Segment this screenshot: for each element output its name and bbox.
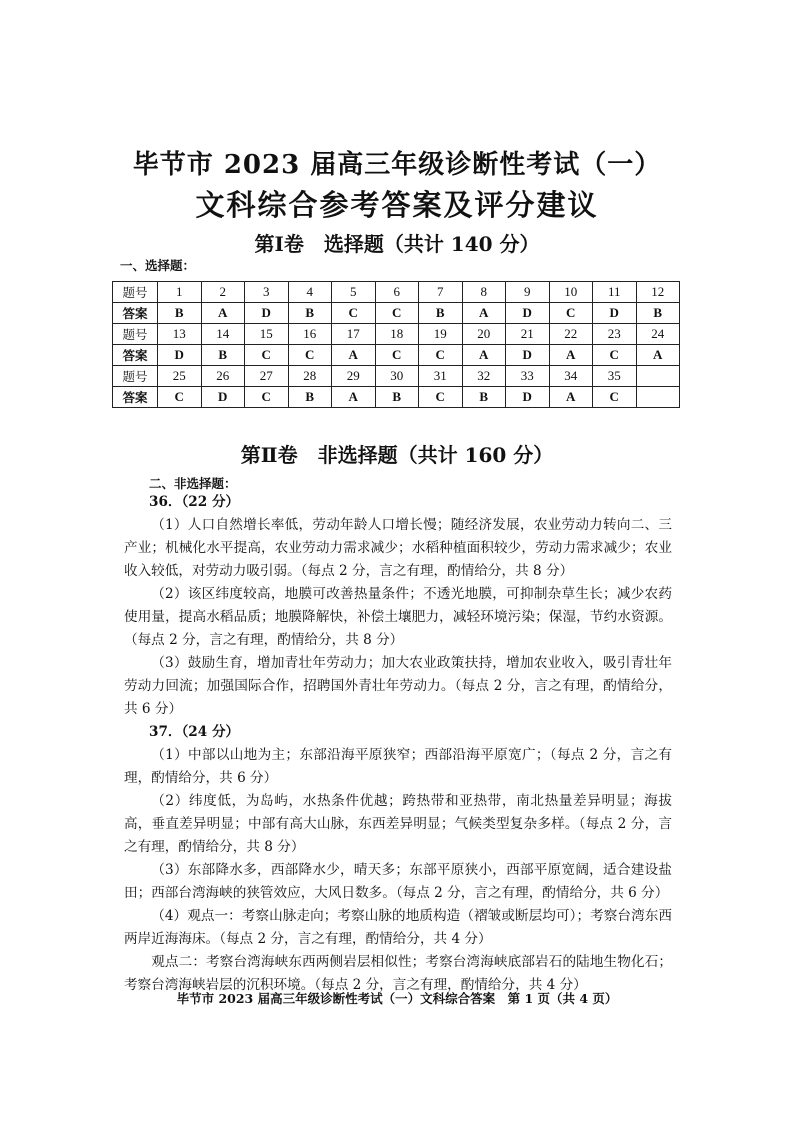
answer-cell: B	[419, 303, 463, 324]
answer-cell: B	[201, 345, 245, 366]
section2-label: 二、非选择题：	[149, 476, 237, 491]
q37-answer-4-alt: 观点二：考察台湾海峡东西两侧岩层相似性；考察台湾海峡底部岩石的陆地生物化石；考察台湾海峡岩层的沉积环境。（每点 2 分，言之有理，酌情给分，共 4 分）	[124, 954, 672, 993]
question-number-cell: 5	[332, 282, 376, 303]
question-number-cell: 32	[462, 366, 506, 387]
question-number-cell: 16	[288, 324, 332, 345]
q37-answer-3: （3）东部降水多，西部降水少，晴天多；东部平原狭小，西部平原宽阔，适合建设盐田；西部台湾海峡的狭管效应，大风日数多。（每点 2 分，言之有理，酌情给分，共 6 分）	[124, 862, 672, 901]
question-number-cell: 22	[549, 324, 593, 345]
document-title: 文科综合参考答案及评分建议	[195, 188, 599, 222]
question-number-cell: 19	[419, 324, 463, 345]
answer-cell	[636, 387, 680, 408]
answer-cell: A	[332, 345, 376, 366]
answer-cell: A	[462, 303, 506, 324]
question-number-cell	[636, 366, 680, 387]
answer-cell: B	[462, 387, 506, 408]
question-row-label: 题号	[113, 324, 158, 345]
question-number-cell: 7	[419, 282, 463, 303]
answer-cell: A	[549, 345, 593, 366]
question-number-cell: 27	[245, 366, 289, 387]
question-number-cell: 4	[288, 282, 332, 303]
question-number-cell: 28	[288, 366, 332, 387]
answer-cell: C	[158, 387, 202, 408]
answer-cell: C	[593, 387, 637, 408]
answer-row	[113, 303, 680, 324]
question-number-cell: 29	[332, 366, 376, 387]
question-36-block	[124, 491, 672, 997]
q36-answer-1: （1）人口自然增长率低，劳动年龄人口增长慢；随经济发展，农业劳动力转向二、三产业；机械化水平提高，农业劳动力需求减少；水稻种植面积较少，劳动力需求减少；农业收入较低，对劳动力吸引弱。（每点 2 分，言之有理，酌情给分，共 8 分）	[124, 517, 672, 579]
answer-cell: D	[201, 387, 245, 408]
question-number-cell: 9	[506, 282, 550, 303]
exam-title: 毕节市 2023 届高三年级诊断性考试（一）	[132, 150, 662, 180]
question-number-cell: 35	[593, 366, 637, 387]
answer-cell: A	[332, 387, 376, 408]
answer-cell: C	[593, 345, 637, 366]
page-footer: 毕节市 2023 届高三年级诊断性考试（一）文科综合答案 第 1 页（共 4 页）	[176, 991, 618, 1006]
answer-cell: C	[419, 345, 463, 366]
question-number-cell: 21	[506, 324, 550, 345]
answer-cell: D	[245, 303, 289, 324]
question-number-row	[113, 366, 680, 387]
question-number-cell: 24	[636, 324, 680, 345]
answer-cell: B	[375, 387, 419, 408]
answer-cell: B	[288, 387, 332, 408]
question-row-label: 题号	[113, 282, 158, 303]
question-number-cell: 15	[245, 324, 289, 345]
answer-row-label: 答案	[113, 303, 158, 324]
q37-answer-4: （4）观点一：考察山脉走向；考察山脉的地质构造（褶皱或断层均可）；考察台湾东西两岸近海海床。（每点 2 分，言之有理，酌情给分，共 4 分）	[124, 908, 672, 947]
question-number-cell: 25	[158, 366, 202, 387]
answer-cell: C	[419, 387, 463, 408]
answer-cell: C	[549, 303, 593, 324]
answer-cell: B	[636, 303, 680, 324]
question-number-cell: 23	[593, 324, 637, 345]
question-number-cell: 14	[201, 324, 245, 345]
q37-answer-2: （2）纬度低，为岛屿，水热条件优越；跨热带和亚热带，南北热量差异明显；海拔高，垂直差异明显；中部有高大山脉，东西差异明显；气候类型复杂多样。（每点 2 分，言之有理，酌情给分，共 8 分）	[124, 793, 672, 855]
question-number-cell: 13	[158, 324, 202, 345]
answer-cell: D	[506, 303, 550, 324]
answer-cell: C	[245, 345, 289, 366]
q36-answer-3: （3）鼓励生育，增加青壮年劳动力；加大农业政策扶持，增加农业收入，吸引青壮年劳动力回流；加强国际合作，招聘国外青壮年劳动力。（每点 2 分，言之有理，酌情给分，共 6 分）	[124, 655, 672, 717]
answer-row-label: 答案	[113, 345, 158, 366]
question-row-label: 题号	[113, 366, 158, 387]
question-37-heading: 37．（24 分）	[149, 724, 240, 740]
question-number-cell: 8	[462, 282, 506, 303]
question-number-row	[113, 324, 680, 345]
question-number-cell: 17	[332, 324, 376, 345]
q37-answer-1: （1）中部以山地为主；东部沿海平原狭窄；西部沿海平原宽广；（每点 2 分，言之有理，酌情给分，共 6 分）	[124, 747, 672, 786]
question-number-cell: 12	[636, 282, 680, 303]
answer-cell: B	[158, 303, 202, 324]
q36-answer-2: （2）该区纬度较高，地膜可改善热量条件；不透光地膜，可抑制杂草生长；减少农药使用量，提高水稻品质；地膜降解快，补偿土壤肥力，减轻环境污染；保湿，节约水资源。（每点 2 分，言之有理，酌情给分，共 8 分）	[124, 586, 672, 648]
answer-cell: C	[288, 345, 332, 366]
question-number-cell: 20	[462, 324, 506, 345]
answer-row	[113, 387, 680, 408]
question-number-cell: 33	[506, 366, 550, 387]
answer-cell: D	[158, 345, 202, 366]
question-number-cell: 2	[201, 282, 245, 303]
answer-cell: A	[549, 387, 593, 408]
answer-cell: A	[201, 303, 245, 324]
question-number-cell: 11	[593, 282, 637, 303]
question-number-cell: 6	[375, 282, 419, 303]
question-number-row	[113, 282, 680, 303]
question-number-cell: 18	[375, 324, 419, 345]
answer-cell: D	[506, 345, 550, 366]
question-number-cell: 26	[201, 366, 245, 387]
question-number-cell: 30	[375, 366, 419, 387]
question-number-cell: 34	[549, 366, 593, 387]
answer-cell: A	[462, 345, 506, 366]
answer-cell: C	[332, 303, 376, 324]
answer-row	[113, 345, 680, 366]
multiple-choice-answer-table	[112, 281, 680, 408]
question-number-cell: 10	[549, 282, 593, 303]
answer-cell: C	[245, 387, 289, 408]
answer-cell: B	[288, 303, 332, 324]
question-number-cell: 3	[245, 282, 289, 303]
part1-title: 第Ⅰ卷 选择题（共计 140 分）	[254, 232, 540, 256]
answer-cell: C	[375, 345, 419, 366]
answer-cell: D	[506, 387, 550, 408]
answer-cell: D	[593, 303, 637, 324]
answer-row-label: 答案	[113, 387, 158, 408]
part2-title: 第Ⅱ卷 非选择题（共计 160 分）	[240, 443, 554, 467]
answer-cell: A	[636, 345, 680, 366]
question-36-heading: 36．（22 分）	[149, 494, 240, 510]
question-number-cell: 31	[419, 366, 463, 387]
question-number-cell: 1	[158, 282, 202, 303]
section1-label: 一、选择题：	[120, 258, 196, 273]
answer-cell: C	[375, 303, 419, 324]
